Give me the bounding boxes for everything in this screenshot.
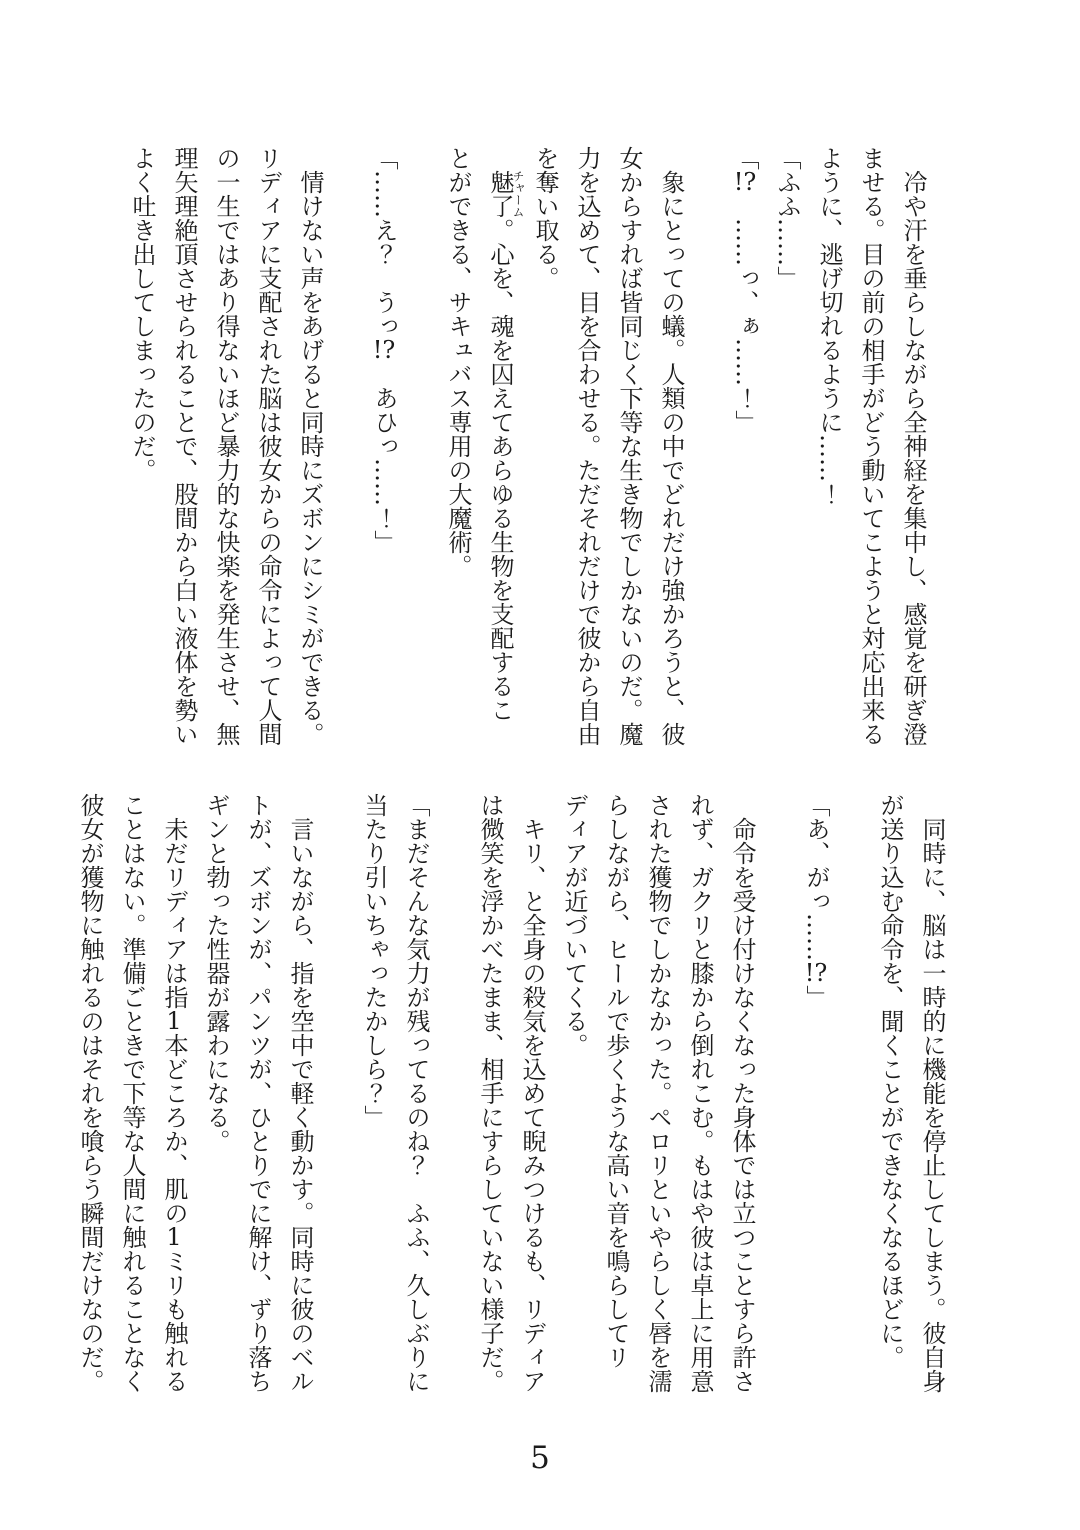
text-line: 彼女が獲物に触れるのはそれを喰らう瞬間だけなのだ。	[76, 793, 104, 1393]
text-line: 「あ、がっ……!?」	[802, 793, 830, 1009]
text-block-bottom	[69, 793, 953, 1415]
text-line: ことはない。準備ごときで下等な人間に触れることなく	[118, 793, 146, 1393]
text-line: 「まだそんな気力が残ってるのね？ ふふ、久しぶりに	[402, 793, 430, 1393]
text-line: トが、ズボンが、パンツが、ひとりでに解け、ずり落ち	[244, 793, 272, 1393]
text-line: の一生ではあり得ないほど暴力的な快楽を発生させ、無	[212, 146, 240, 746]
text-block-top	[121, 146, 934, 762]
text-line: リディアに支配された脳は彼女からの命令によって人間	[254, 146, 282, 746]
text-line: 力を込めて、目を合わせる。ただそれだけで彼から自由	[573, 146, 601, 746]
text-line: 「……え？ うっ!? あひっ……！」	[370, 146, 398, 554]
text-line: 当たり引いちゃったかしら？」	[360, 793, 388, 1129]
text-line: 未だリディアは指1本どころか、肌の1ミリも触れる	[160, 817, 188, 1393]
text-line: を奪い取る。	[531, 146, 559, 290]
text-line: ませる。目の前の相手がどう動いてこようと対応出来る	[857, 146, 885, 746]
text-line: らしながら、ヒールで歩くような高い音を鳴らしてリ	[602, 793, 630, 1369]
text-line: 情けない声をあげると同時にズボンにシミができる。	[296, 170, 324, 746]
text-line: 言いながら、指を空中で軽く動かす。同時に彼のベル	[286, 817, 314, 1393]
text-line: 女からすれば皆同じく下等な生き物でしかないのだ。魔	[615, 146, 643, 746]
text-line: とができる、サキュバス専用の大魔術。	[444, 146, 472, 578]
text-line: 「!? ……っ、ぁ……！」	[731, 146, 759, 434]
text-line: 「ふふ……」	[773, 146, 801, 290]
text-line: れず、ガクリと膝から倒れこむ。もはや彼は卓上に用意	[686, 793, 714, 1393]
text-line: ように、逃げ切れるように……！	[815, 146, 843, 506]
text-line: 冷や汗を垂らしながら全神経を集中し、感覚を研ぎ澄	[899, 170, 927, 746]
text-line: よく吐き出してしまったのだ。	[128, 146, 156, 482]
text-line: 象にとっての蟻。人類の中でどれだけ強かろうと、彼	[657, 170, 685, 746]
text-line: は微笑を浮かべたまま、相手にすらしていない様子だ。	[476, 793, 504, 1393]
text-line: キリ、と全身の殺気を込めて睨みつけるも、リディア	[518, 817, 546, 1393]
text-line: が送り込む命令を、聞くことができなくなるほどに。	[876, 793, 904, 1369]
page-number: 5	[530, 1440, 550, 1476]
text-line: 同時に、脳は一時的に機能を停止してしまう。彼自身	[918, 817, 946, 1393]
text-line: 魅了チャーム。心を、魂を囚えてあらゆる生物を支配するこ	[486, 170, 525, 722]
text-line: 命令を受け付けなくなった身体では立つことすら許さ	[728, 817, 756, 1393]
text-line: ディアが近づいてくる。	[560, 793, 588, 1057]
text-line: 理矢理絶頂させられることで、股間から白い液体を勢い	[170, 146, 198, 746]
text-line: された獲物でしかなかった。ペロリといやらしく唇を濡	[644, 793, 672, 1393]
text-line: ギンと勃った性器が露わになる。	[202, 793, 230, 1153]
